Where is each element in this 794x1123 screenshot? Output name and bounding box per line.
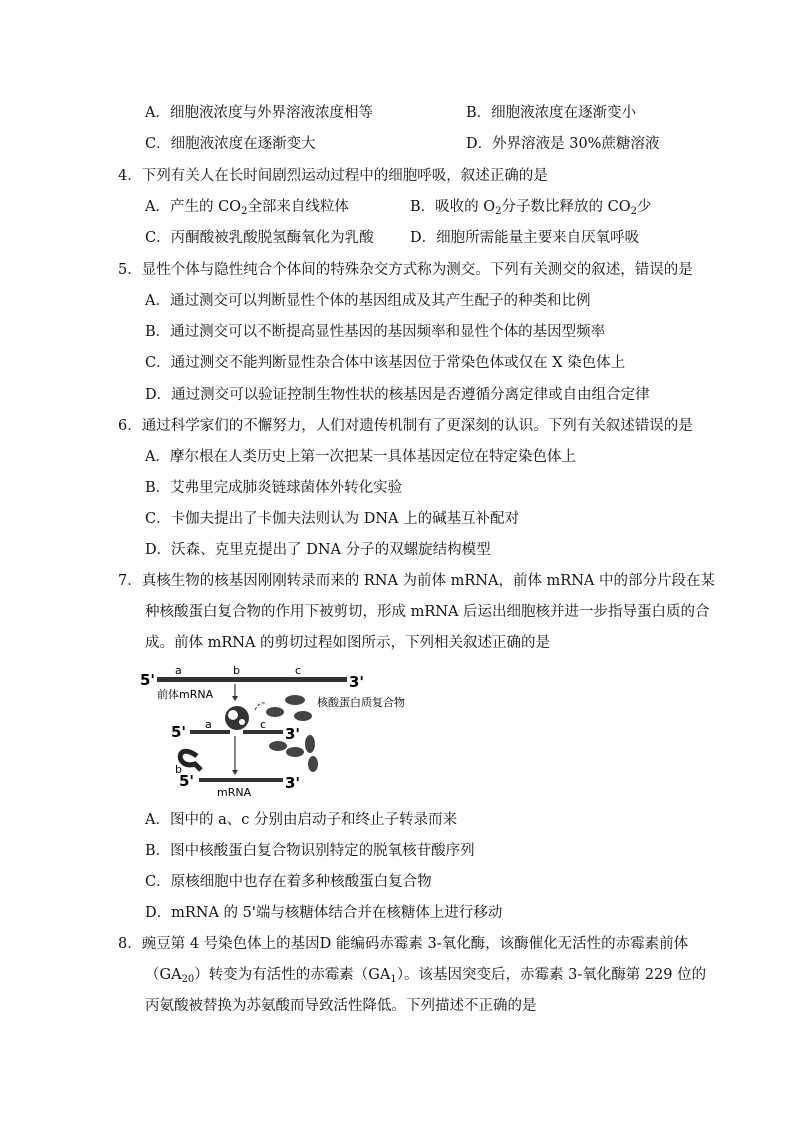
label-mrna: mRNA bbox=[217, 786, 252, 799]
q8-stem-line1: 8．豌豆第 4 号染色体上的基因D 能编码赤霉素 3-氧化酶，该酶催化无活性的赤霉素前体 bbox=[118, 936, 689, 952]
q3-option-c: C．细胞液浓度在逐渐变大 bbox=[145, 136, 316, 152]
mrna-strand bbox=[199, 778, 283, 782]
q7-stem-line1: 7．真核生物的核基因刚刚转录而来的 RNA 为前体 mRNA，前体 mRNA 中的部分片段在某 bbox=[118, 573, 715, 589]
label-b-lariat: b bbox=[175, 763, 182, 776]
q5-option-b: B．通过测交可以不断提高显性基因的基因频率和显性个体的基因型频率 bbox=[145, 324, 606, 340]
arrowhead-1 bbox=[232, 696, 238, 701]
label-5-prime-top: 5' bbox=[140, 671, 156, 689]
q4-option-b: B．吸收的 $O_2$分子数比释放的 $CO_2$少 bbox=[410, 199, 652, 217]
q6-stem: 6．通过科学家们的不懈努力，人们对遗传机制有了更深刻的认识。下列有关叙述错误的是 bbox=[118, 418, 693, 434]
spliceosome-hole bbox=[228, 710, 238, 720]
q6-option-d: D．沃森、克里克提出了 DNA 分子的双螺旋结构模型 bbox=[145, 542, 491, 558]
q7-option-c: C．原核细胞中也存在着多种核酸蛋白复合物 bbox=[145, 874, 432, 890]
q6-option-a: A．摩尔根在人类历史上第一次把某一具体基因定位在特定染色体上 bbox=[145, 449, 576, 465]
q7-stem-line2: 种核酸蛋白复合物的作用下被剪切，形成 mRNA 后运出细胞核并进一步指导蛋白质的合 bbox=[145, 604, 710, 620]
label-5-prime-mid: 5' bbox=[171, 723, 187, 741]
q4-option-c: C．丙酮酸被乳酸脱氢酶氧化为乳酸 bbox=[145, 230, 374, 246]
q7-option-b: B．图中核酸蛋白复合物识别特定的脱氧核苷酸序列 bbox=[145, 843, 475, 859]
label-3-prime-bottom: 3' bbox=[285, 774, 301, 792]
label-c-mid: c bbox=[260, 718, 267, 731]
label-3-prime-mid: 3' bbox=[285, 725, 301, 743]
q3-option-a: A．细胞液浓度与外界溶液浓度相等 bbox=[145, 105, 373, 121]
label-3-prime-top: 3' bbox=[349, 673, 365, 691]
complex-protein-oval bbox=[308, 756, 318, 772]
label-5-prime-bottom: 5' bbox=[179, 772, 195, 790]
q7-option-d: D．mRNA 的 5'端与核糖体结合并在核糖体上进行移动 bbox=[145, 905, 503, 921]
complex-protein-oval bbox=[286, 747, 304, 757]
q3-option-d: D．外界溶液是 30%蔗糖溶液 bbox=[466, 136, 660, 152]
q4-option-d: D．细胞所需能量主要来自厌氧呼吸 bbox=[410, 230, 640, 246]
label-c-top: c bbox=[295, 664, 302, 677]
q7-stem-line3: 成。前体 mRNA 的剪切过程如图所示，下列相关叙述正确的是 bbox=[145, 635, 551, 651]
label-a-top: a bbox=[175, 664, 182, 677]
splicing-diagram bbox=[135, 660, 435, 800]
label-a-mid: a bbox=[205, 718, 212, 731]
q6-option-c: C．卡伽夫提出了卡伽夫法则认为 DNA 上的碱基互补配对 bbox=[145, 511, 520, 527]
complex-protein-oval bbox=[285, 695, 305, 705]
q4-option-a: A．产生的 $CO_2$全部来自线粒体 bbox=[145, 199, 349, 217]
dashed-pointer bbox=[255, 703, 267, 710]
complex-protein-oval bbox=[269, 741, 287, 751]
complex-protein-oval bbox=[266, 707, 284, 717]
q4-stem: 4．下列有关人在长时间剧烈运动过程中的细胞呼吸，叙述正确的是 bbox=[118, 168, 548, 184]
q5-option-c: C．通过测交不能判断显性杂合体中该基因位于常染色体或仅在 X 染色体上 bbox=[145, 355, 626, 371]
q5-option-d: D．通过测交可以验证控制生物性状的核基因是否遵循分离定律或自由组合定律 bbox=[145, 387, 650, 403]
label-b-top: b bbox=[233, 664, 240, 677]
label-pre-mrna: 前体mRNA bbox=[157, 688, 214, 701]
pre-mrna-strand bbox=[157, 677, 347, 682]
complex-protein-oval bbox=[305, 735, 315, 753]
lariat-intron bbox=[180, 751, 201, 770]
label-complex: 核酸蛋白质复合物 bbox=[317, 696, 405, 709]
q3-option-b: B．细胞液浓度在逐渐变小 bbox=[466, 105, 637, 121]
complex-protein-oval bbox=[294, 711, 312, 721]
q8-stem-line2: $(GA_{20})$转变为有活性的赤霉素$(GA_1)$。该基因突变后，赤霉素 3-氧化酶第 229 位的 bbox=[145, 967, 707, 985]
q5-option-a: A．通过测交可以判断显性个体的基因组成及其产生配子的种类和比例 bbox=[145, 293, 591, 309]
q8-stem-line3: 丙氨酸被替换为苏氨酸而导致活性降低。下列描述不正确的是 bbox=[145, 998, 537, 1014]
q7-option-a: A．图中的 a、c 分别由启动子和终止子转录而来 bbox=[145, 812, 457, 828]
q6-option-b: B．艾弗里完成肺炎链球菌体外转化实验 bbox=[145, 480, 403, 496]
q5-stem: 5．显性个体与隐性纯合个体间的特殊杂交方式称为测交。下列有关测交的叙述，错误的是 bbox=[118, 262, 693, 278]
arrowhead-2 bbox=[232, 770, 238, 775]
spliceosome-hole bbox=[239, 719, 245, 725]
